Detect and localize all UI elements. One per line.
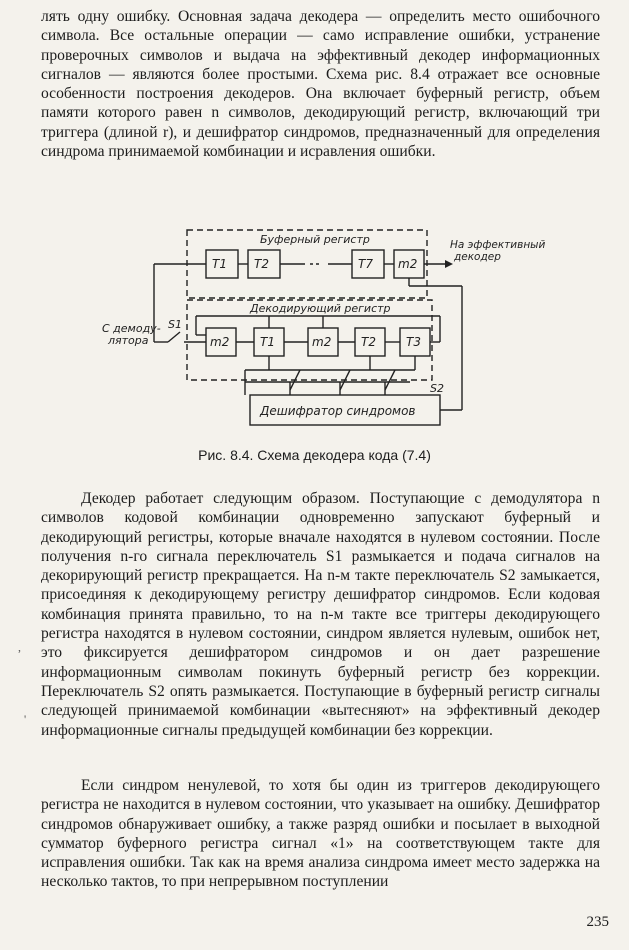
paragraph-nonzero-syndrome: Если синдром ненулевой, то хотя бы один из триггеров декодирующего регистра не находится в нулевом состоянии, что указывает на ошибку. Дешифратор синдромов обнаруживает ошибку, а также разряд ошибки и посылает в выходной сумматор буферного регистра сигнал «1» на соответствующем такте для исправления ошибки. Так как на время анализа синдрома имеет место задержка на несколько тактов, то при непрерывном поступлении	[41, 777, 600, 891]
decoder-schematic	[102, 220, 570, 440]
figure-caption: Рис. 8.4. Схема декодера кода (7.4)	[198, 447, 431, 463]
margin-mark: '	[24, 712, 27, 726]
input-label-line2: лятора	[108, 334, 149, 347]
output-label-line1: На эффективный	[450, 239, 546, 251]
output-label-line2: декодер	[454, 251, 501, 263]
buffer-register-label: Буферный регистр	[260, 233, 370, 246]
buffer-cell-t7-label: T7	[358, 257, 373, 271]
decoder-cell-t2-label: T2	[361, 335, 376, 349]
paragraph-operation: Декодер работает следующим образом. Поступающие с демодулятора n символов кодовой комбинации одновременно запускают буферный и декодирующий регистры, которые вначале находятся в нулевом состоянии. После получения n-го сигнала переключатель S1 размыкается и подача сигналов на декорирующий регистр прекращается. На n-м такте переключатель S2 замыкается, присоединяя к декодирующему регистру дешифратор синдромов. Если кодовая комбинация принята правильно, то на n-м такте все триггеры декодирующего регистра находятся в нулевом состоянии, синдром является нулевым, ошибок нет, это фиксируется дешифратором синдромов и он дает разрешение информационным символам покинуть буферный регистр без коррекции. Переключатель S2 опять размыкается. Поступающие в буферный регистр сигналы следующей принимаемой комбинации «вытесняют» на эффективный декодер информационные сигналы предыдущей комбинации без коррекции.	[41, 490, 600, 739]
decoding-register-label: Декодирующий регистр	[250, 302, 391, 315]
switch-s1-label: S1	[168, 318, 182, 331]
buffer-cell-t2-label: T2	[254, 257, 269, 271]
page-number: 235	[586, 914, 609, 930]
decoder-cell-m2-a-label: m2	[210, 335, 230, 349]
syndrome-decoder-label: Дешифратор синдромов	[260, 404, 416, 418]
buffer-cell-t1-label: T1	[212, 257, 227, 271]
input-label-line1: С демоду-	[102, 322, 161, 335]
buffer-cell-m2-label: m2	[398, 257, 418, 271]
decoder-cell-t3-label: T3	[406, 335, 421, 349]
margin-mark: ,	[18, 640, 21, 654]
paragraph-intro: лять одну ошибку. Основная задача декодера — определить место ошибочного символа. Все остальные операции — само исправление ошибки, устранение проверочных символов и выдача на эффективный декодер информационных сигналов — являются более простыми. Схема рис. 8.4 отражает все основные особенности построения декодеров. Она включает буферный регистр, объем памяти которого равен n символов, декодирующий регистр, включающий три триггера (длиной r), и дешифратор синдромов, предназначенный для определения синдрома принимаемой комбинации и исравления ошибки.	[41, 8, 600, 161]
output-arrow	[445, 260, 453, 268]
decoder-cell-m2-b-label: m2	[312, 335, 332, 349]
decoder-cell-t1-label: T1	[260, 335, 275, 349]
switch-s2-label: S2	[430, 382, 444, 395]
